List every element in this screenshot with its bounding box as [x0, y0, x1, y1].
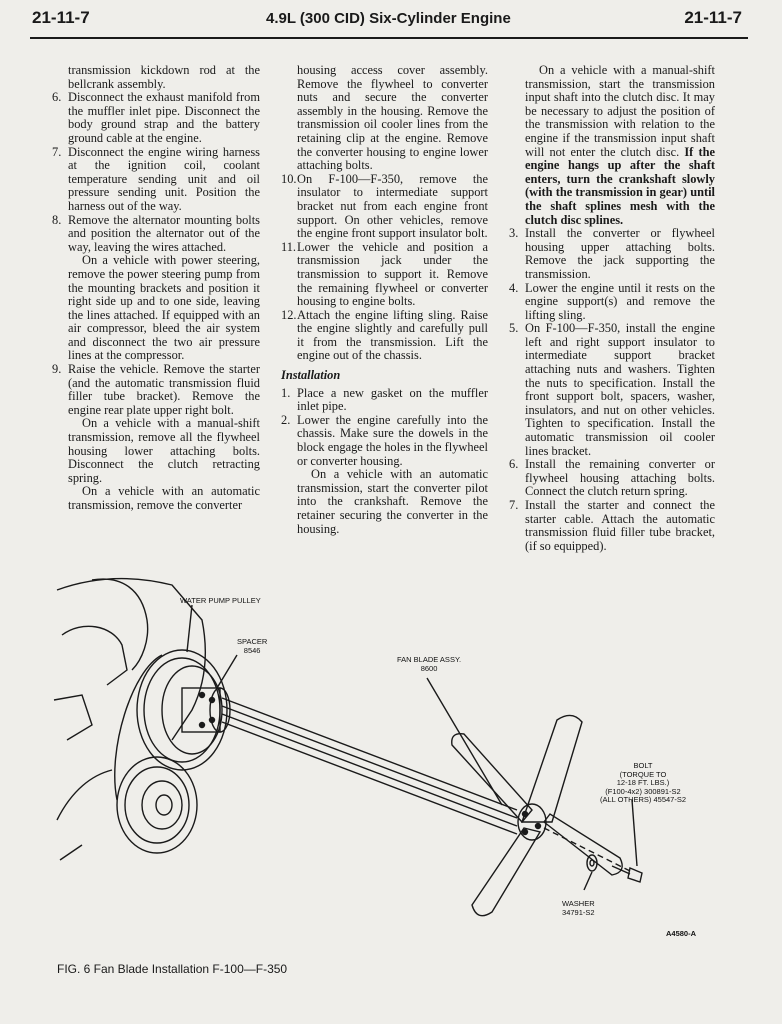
label-water-pump-pulley: WATER PUMP PULLEY: [180, 596, 261, 605]
step-number: 8.: [52, 212, 62, 227]
text-column-1: [52, 64, 260, 513]
paragraph: On a vehicle with power steering, remove the power steering pump from the mounting brackets and position it right side up and to one side, leaving the lines attached. If equipped with an air compressor, bleed the air system and disconnect the two air pressure lines at the compressor.: [68, 253, 260, 363]
install-step-1: [281, 387, 488, 414]
step-number: 6.: [52, 90, 62, 105]
fan-blade-part-number: 8600: [420, 663, 438, 673]
step-text: On F-100—F-350, install the engine left and right support insulator to intermediate support bracket attaching nuts and washers. Tighten the nuts to specification. Install the front support bolt, spacers, washer, insulators, and nut on other vehicles. Tighten to specification. Install the automatic transmission oil cooler lines bracket.: [525, 321, 715, 458]
page-header: [0, 0, 782, 40]
step-12: [281, 309, 488, 363]
step-11: [281, 241, 488, 309]
label-washer: [562, 900, 595, 917]
spacer-name: SPACER: [237, 637, 268, 646]
step-number: 10.: [281, 171, 297, 186]
paragraph: transmission kickdown rod at the bellcrank assembly.: [68, 63, 260, 91]
fan-blade-installation-figure: [52, 560, 732, 960]
step-number: 11.: [281, 239, 297, 254]
install-step-4: [509, 282, 715, 323]
step-text: Disconnect the exhaust manifold from the muffler inlet pipe. Disconnect the body ground strap and the battery ground cable at the engine.: [68, 90, 260, 145]
step-number: 7.: [52, 144, 62, 159]
step-number: 1.: [281, 385, 291, 400]
bolt-torque: (TORQUE TO: [619, 769, 667, 779]
step-text: Raise the vehicle. Remove the starter (and the automatic transmission fluid filler tube bracket). Remove the engine rear plate upper right bolt.: [68, 362, 260, 417]
bolt-part-others: (ALL OTHERS) 45547-S2: [600, 795, 687, 804]
install-step-3: [509, 227, 715, 281]
label-bolt: [600, 762, 686, 805]
figure-caption: FIG. 6 Fan Blade Installation F-100—F-350: [57, 962, 288, 976]
header-rule: [30, 37, 748, 39]
paragraph: On a vehicle with an automatic transmission, start the converter pilot into the crankshaft. Remove the retainer securing the converter in the housing.: [297, 467, 488, 536]
install-step-2: [281, 414, 488, 468]
section-number-right: 21-11-7: [684, 8, 742, 27]
step-text: Lower the engine until it rests on the engine support(s) and remove the lifting sling.: [525, 280, 715, 322]
step-text: Disconnect the engine wiring harness at the ignition coil, coolant temperature sending unit and oil pressure sending unit. Position the harness out of the way.: [68, 144, 260, 213]
step-number: 2.: [281, 412, 291, 427]
paragraph-text: On a vehicle with a manual-shift transmission, start the transmission input shaft into the clutch disc. It may be necessary to adjust the position of the transmission with relation to the engine if the transmission input shaft will not enter the clutch disc.: [525, 63, 715, 159]
fan-blade-diagram: [52, 560, 732, 960]
fan-blade-name: FAN BLADE ASSY.: [397, 655, 462, 664]
text-column-2: [281, 64, 488, 536]
install-step-5: [509, 322, 715, 458]
bolt-name: BOLT: [633, 761, 653, 770]
step-7: [52, 146, 260, 214]
step-6: [52, 91, 260, 145]
step-number: 5.: [509, 321, 519, 336]
washer-name: WASHER: [562, 899, 595, 908]
step-text: On F-100—F-350, remove the insulator to intermediate support bracket nut from each engine front support. On other vehicles, remove the engine front support insulator bolt.: [297, 171, 488, 241]
step-text: Install the starter and connect the starter cable. Attach the automatic transmission fluid filler tube bracket, (if so equipped).: [525, 498, 715, 553]
install-step-7: [509, 499, 715, 553]
step-10: [281, 173, 488, 241]
step-number: 7.: [509, 498, 519, 512]
step-number: 4.: [509, 280, 519, 295]
step-number: 3.: [509, 226, 519, 241]
figure-id: A4580-A: [666, 929, 697, 938]
step-number: 9.: [52, 362, 62, 377]
spacer-part-number: 8546: [243, 645, 261, 655]
section-heading-installation: Installation: [281, 368, 341, 383]
paragraph: On a vehicle with an automatic transmission, remove the converter: [68, 484, 260, 512]
step-9: [52, 363, 260, 417]
washer-part-number: 34791-S2: [562, 907, 595, 917]
bolt-torque-value: 12-18 FT. LBS.): [616, 778, 670, 787]
paragraph: On a vehicle with a manual-shift transmission, remove all the flywheel housing lower attaching bolts. Disconnect the clutch retracting spring.: [68, 416, 260, 485]
label-spacer: [237, 638, 267, 655]
step-text: Lower the engine carefully into the chassis. Make sure the dowels in the block engage the holes in the flywheel or converter housing.: [297, 412, 488, 468]
step-text: Place a new gasket on the muffler inlet pipe.: [297, 385, 488, 414]
step-number: 12.: [281, 307, 297, 322]
paragraph: [509, 64, 715, 227]
step-text: Lower the vehicle and position a transmission jack under the transmission to support it. Remove the remaining flywheel or converter housing to engine bolts.: [297, 239, 488, 309]
bold-caution-text: If the engine hangs up after the shaft enters, turn the crankshaft slowly (with the transmission in gear) until the shaft splines mesh with the clutch disc splines.: [525, 144, 715, 227]
step-text: Attach the engine lifting sling. Raise the engine slightly and carefully pull it from the transmission. Lift the engine out of the chassis.: [297, 307, 488, 363]
label-fan-blade-assy: [397, 656, 461, 673]
text-column-3: [509, 64, 715, 553]
step-text: Install the converter or flywheel housing upper attaching bolts. Remove the jack supporting the transmission.: [525, 226, 715, 281]
step-number: 6.: [509, 457, 519, 472]
page-title: 4.9L (300 CID) Six-Cylinder Engine: [266, 10, 511, 27]
step-text: Install the remaining converter or flywheel housing attaching bolts. Connect the clutch return spring.: [525, 457, 715, 499]
bolt-part-f100: (F100-4x2) 300891-S2: [605, 786, 681, 796]
step-text: Remove the alternator mounting bolts and position the alternator out of the way, leaving the wires attached.: [68, 212, 260, 254]
paragraph: housing access cover assembly. Remove the flywheel to converter nuts and secure the converter assembly in the housing. Remove the transmission oil cooler lines from the retaining clip at the engine. Remove the converter housing to engine lower attaching bolts.: [297, 63, 488, 173]
install-step-6: [509, 458, 715, 499]
section-number-left: 21-11-7: [32, 8, 90, 27]
step-8: [52, 214, 260, 255]
